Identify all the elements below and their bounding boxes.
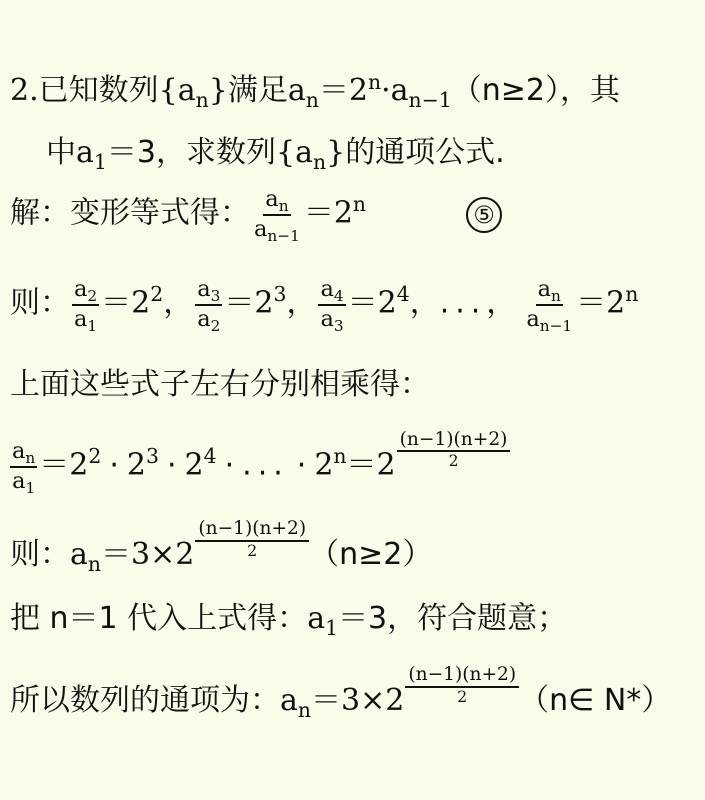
var-a: a [320,305,334,332]
exponent-numerator: (n−1)(n+2) [405,665,519,688]
fraction [318,276,345,335]
condition: （n≥2） [309,537,433,572]
subscript: 1 [25,478,36,497]
superscript: n [352,192,367,217]
var-a: a [74,276,88,302]
subscript: n [278,196,289,215]
problem-line-1 [10,69,620,112]
var-a: a [12,467,26,494]
text: ＝3，符合题意； [338,601,568,636]
base-two: 2 [126,447,146,483]
solution-line-3 [10,186,502,245]
brace-close: } [208,73,228,108]
subscript: 3 [333,316,344,335]
var-a: a [76,135,94,170]
text: 已知数列 [38,73,159,108]
then-label: 则： [10,285,70,321]
exponent-numerator: (n−1)(n+2) [397,430,511,453]
var-a: a [280,683,298,718]
equals-two: ＝2 [346,447,396,483]
var-a: a [265,186,279,212]
then-label: 则： [10,537,70,572]
solution-line-4 [10,276,639,335]
brace-close: } [326,135,346,170]
var-a: a [197,305,211,332]
exponent-denominator: 2 [448,452,459,471]
equals-two: ＝2 [318,73,368,108]
dot: · [381,73,391,108]
exponent-denominator: 2 [247,541,258,560]
solution-label: 解：变形等式得： [10,195,250,231]
exponent-fraction [405,665,519,705]
var-a: a [287,73,306,108]
var-a: a [70,537,88,572]
subscript: 3 [210,286,221,305]
var-a: a [307,601,326,636]
subscript: 1 [325,615,339,640]
subscript: n [312,149,327,174]
solution-line-7 [10,518,433,589]
exponent-fraction [195,519,309,559]
fraction [195,276,222,335]
ellipsis: ... [242,447,289,483]
solution-line-8 [10,601,568,640]
text: 的通项公式. [345,135,505,170]
superscript: 2 [150,282,164,307]
equals-three-times-two: ＝3×2 [311,683,405,718]
var-a: a [526,305,540,332]
fraction [10,438,37,497]
superscript: 2 [88,444,102,469]
base-two: 2 [314,447,334,483]
subscript: n−1 [408,87,452,112]
text: 满足 [227,73,288,108]
var-a: a [177,73,196,108]
equals-two: ＝2 [347,285,397,321]
text: 所以数列的通项为： [10,683,280,718]
subscript: n [87,551,102,576]
text: ＝3，求数列 [106,135,276,170]
subscript: 2 [210,316,221,335]
separator: ， [409,285,440,321]
subscript: 4 [333,286,344,305]
var-a: a [74,305,88,332]
condition: （n∈ N*） [519,683,672,718]
dot: · [166,447,177,483]
subscript: n [551,286,561,305]
text: 上面这些式子左右分别相乘得： [10,367,430,402]
superscript: n [333,444,347,469]
solution-line-9 [10,664,672,735]
subscript: n [297,697,312,722]
var-a: a [390,73,409,108]
problem-line-2 [46,135,505,174]
dot: · [224,447,235,483]
var-a: a [295,135,313,170]
text: 中 [46,135,76,170]
equals-two: ＝2 [303,195,353,231]
subscript: 1 [87,316,98,335]
subscript: n [195,87,209,112]
subscript: 2 [87,286,98,305]
superscript: 4 [396,282,410,307]
equals-two: ＝2 [576,285,626,321]
var-a: a [197,276,211,302]
equals-two: ＝2 [224,285,274,321]
exponent-numerator: (n−1)(n+2) [195,519,309,542]
equals-three-times-two: ＝3×2 [101,537,195,572]
var-a: a [254,215,268,242]
dot: · [296,447,307,483]
ellipsis: ...， [439,285,523,321]
problem-number: 2. [10,73,39,108]
superscript: n [367,69,382,94]
superscript: 4 [203,444,217,469]
subscript: n−1 [539,316,573,335]
solution-line-5 [10,367,430,402]
subscript: 1 [93,149,107,174]
fraction [252,186,302,245]
dot: · [109,447,119,483]
var-a: a [12,438,26,464]
exponent-denominator: 2 [457,687,468,706]
equals-two: ＝2 [39,447,89,483]
fraction [524,276,574,335]
text: 把 n＝1 代入上式得： [10,601,308,636]
subscript: n [305,87,319,112]
solution-line-6 [10,428,510,500]
brace-open: { [158,73,178,108]
base-two: 2 [184,447,204,483]
exponent-fraction [397,430,511,470]
separator: ， [286,285,317,321]
superscript: 3 [273,282,287,307]
separator: ， [163,285,194,321]
subscript: n [25,448,36,467]
var-a: a [537,276,551,302]
superscript: 3 [146,444,159,469]
brace-open: { [275,135,296,170]
circled-five-marker: ⑤ [466,197,502,233]
superscript: n [625,282,639,307]
condition: （n≥2），其 [451,73,620,108]
var-a: a [320,276,334,302]
equals-two: ＝2 [101,285,151,321]
fraction [72,276,99,335]
subscript: n−1 [267,226,300,245]
